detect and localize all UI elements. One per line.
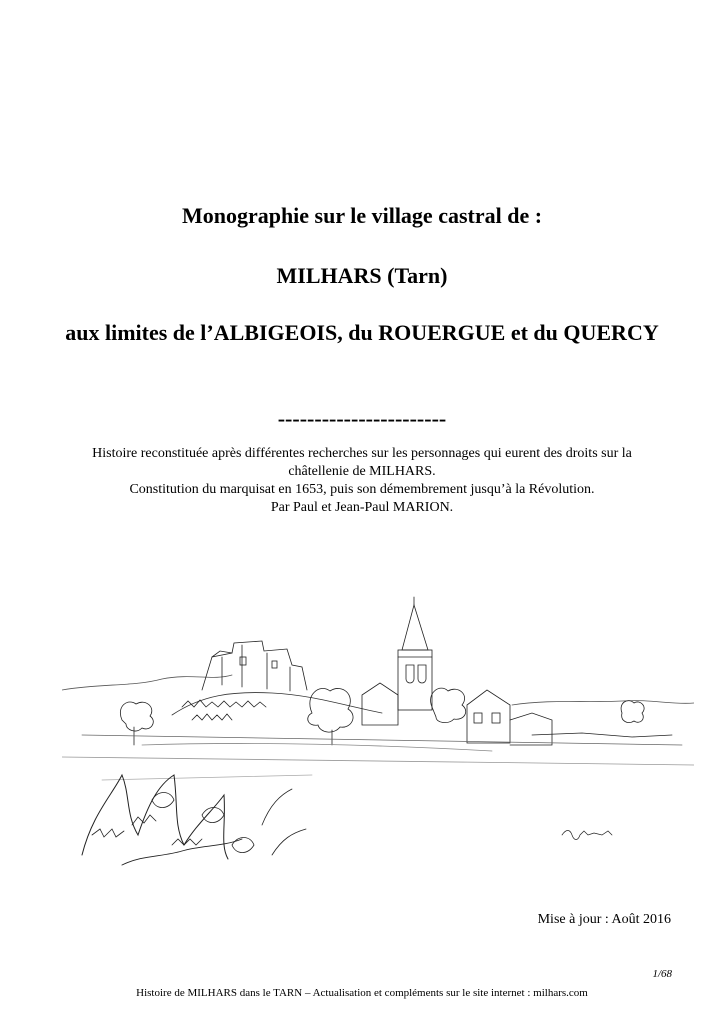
title-line-2: MILHARS (Tarn) [276,263,448,288]
page-number: 1/68 [652,968,672,980]
description-line: châtellenie de MILHARS. [288,464,436,479]
update-date: Mise à jour : Août 2016 [537,912,671,927]
title-line-1: Monographie sur le village castral de : [181,203,543,228]
description-line: Histoire reconstituée après différentes recherches sur les personnages qui eurent des droits sur la [92,446,632,461]
title-separator: ----------------------- [277,406,447,431]
page-footer: Histoire de MILHARS dans le TARN – Actualisation et compléments sur le site internet : milhars.com [136,987,588,999]
description-line: Constitution du marquisat en 1653, puis son démembrement jusqu’à la Révolution. [129,482,595,497]
description-line: Par Paul et Jean-Paul MARION. [270,500,454,515]
village-sketch-illustration [62,595,694,880]
title-line-3: aux limites de l’ALBIGEOIS, du ROUERGUE et du QUERCY [65,320,659,345]
